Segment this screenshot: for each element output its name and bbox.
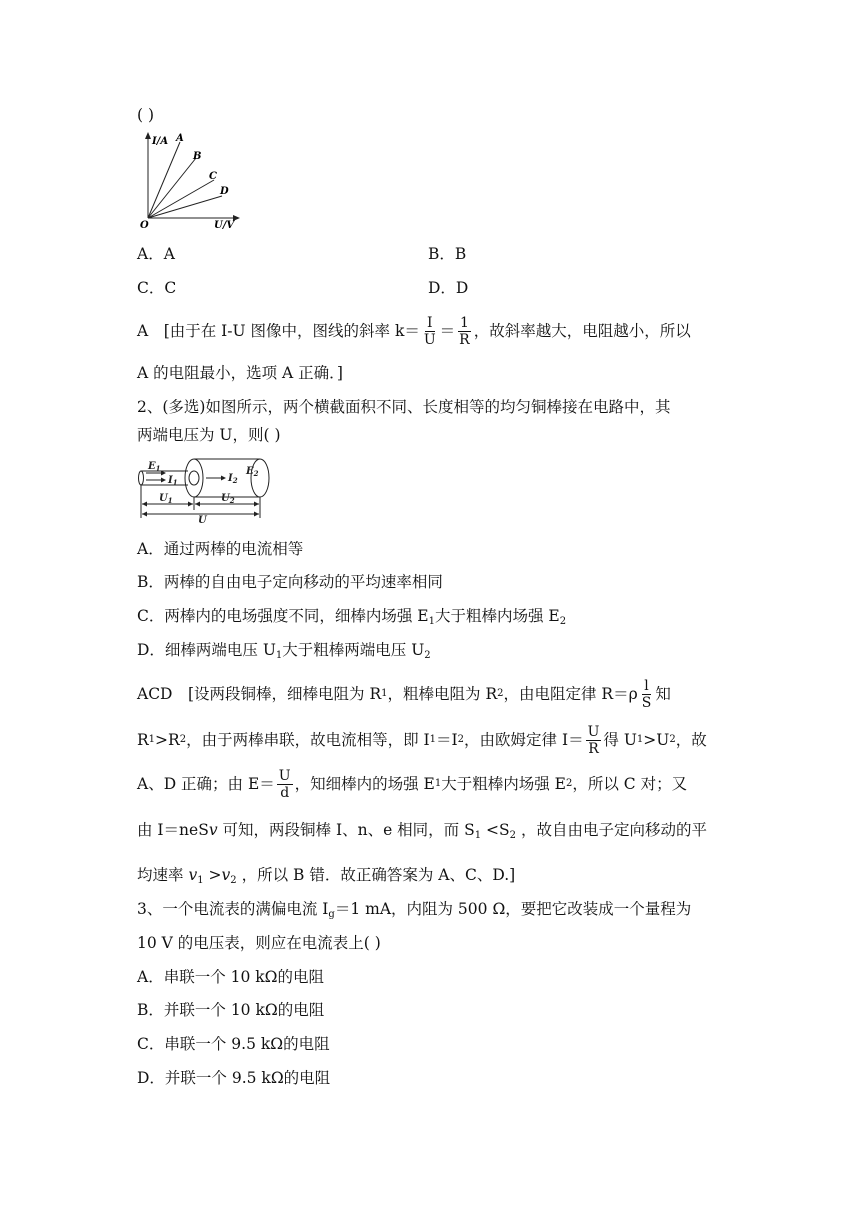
q2-solution-line5: 均速率 $v_1 >v_2$ ，所以 B 错．故正确答案为 A、C、D.] bbox=[137, 866, 516, 886]
q1-iu-graph bbox=[136, 128, 246, 232]
fraction-u-over-r: $\frac{U}{R}$ bbox=[587, 723, 600, 757]
svg-text:I1: $I_1$ bbox=[168, 475, 178, 487]
q1-option-b: B．B bbox=[428, 245, 467, 263]
line-label-b: B bbox=[193, 151, 202, 162]
q3-option-c: C．串联一个 9.5 kΩ的电阻 bbox=[137, 1035, 330, 1053]
fraction-i-over-u: $\frac{I}{U}$ bbox=[423, 314, 436, 348]
q2-stem-line1: 2、(多选)如图所示，两个横截面积不同、长度相等的均匀铜棒接在电路中，其 bbox=[137, 398, 671, 416]
thick-rod bbox=[194, 459, 260, 497]
q2-option-c: C．两棒内的电场强度不同，细棒内场强 $E_1$大于粗棒内场强 $E_2$ bbox=[137, 607, 567, 627]
fraction-u-over-d: $\frac{U}{d}$ bbox=[278, 767, 291, 801]
svg-text:E1: $E_1$ bbox=[148, 461, 161, 473]
q2-solution-line1: ACD [设两段铜棒，细棒电阻为 R 1 ，粗棒电阻为 R 2 ，由电阻定律 R＝ρ $\frac{l}{S}$ 知 bbox=[137, 677, 671, 711]
q3-option-a: A．串联一个 10 kΩ的电阻 bbox=[137, 968, 325, 986]
svg-text:U1: $U_1$ bbox=[159, 493, 173, 505]
svg-text:U2: $U_2$ bbox=[221, 493, 235, 505]
q3-option-b: B．并联一个 10 kΩ的电阻 bbox=[137, 1001, 325, 1019]
q3-stem-line2: 10 V 的电压表，则应在电流表上( ) bbox=[137, 934, 381, 952]
svg-text:U: U bbox=[198, 515, 207, 526]
q2-option-b: B．两棒的自由电子定向移动的平均速率相同 bbox=[137, 573, 443, 591]
q1-option-d: D．D bbox=[428, 279, 469, 297]
q3-option-d: D．并联一个 9.5 kΩ的电阻 bbox=[137, 1069, 331, 1087]
q1-answer-paren: ( ) bbox=[137, 106, 155, 124]
svg-text:E2: $E_2$ bbox=[246, 466, 259, 478]
q1-option-c: C．C bbox=[137, 279, 177, 297]
origin-label: O bbox=[140, 220, 149, 231]
q1-solution-line2: A 的电阻最小，选项 A 正确．] bbox=[137, 364, 343, 382]
line-label-c: C bbox=[209, 171, 217, 182]
q3-stem-line1: 3、一个电流表的满偏电流 $I_g=1$ mA，内阻为 500 Ω，要把它改装成一个量程为 bbox=[137, 900, 692, 920]
q2-option-a: A．通过两棒的电流相等 bbox=[137, 540, 304, 558]
q1-option-a: A．A bbox=[137, 245, 175, 263]
line-label-d: D bbox=[220, 186, 229, 197]
q2-solution-line3: A、D 正确；由 E＝ $\frac{U}{d}$ ，知细棒内的场强 E 1 大于粗棒内场强 E 2 ，所以 C 对；又 bbox=[137, 767, 688, 801]
x-axis-label: U/V bbox=[214, 220, 235, 231]
line-b bbox=[148, 158, 196, 218]
line-d bbox=[148, 196, 222, 218]
fraction-1-over-r: $\frac{1}{R}$ bbox=[459, 314, 470, 348]
q2-solution-line4: 由 I＝neSv 可知，两段铜棒 I、n、e 相同，而 $S_1 <S_2$ ，故自由电子定向移动的平 bbox=[137, 821, 707, 841]
q1-solution-line1: A [由于在 I-U 图像中，图线的斜率 k＝ $\frac{I}{U}$ ＝ $\frac{1}{R}$ ，故斜率越大，电阻越小，所以 bbox=[137, 314, 691, 348]
q2-stem-line2: 两端电压为 U，则( ) bbox=[137, 426, 281, 444]
q2-option-d: D．细棒两端电压 $U_1$大于粗棒两端电压 $U_2$ bbox=[137, 641, 431, 661]
line-c bbox=[148, 180, 214, 218]
line-label-a: A bbox=[176, 133, 184, 144]
fraction-l-over-s: $\frac{l}{S}$ bbox=[641, 677, 652, 711]
y-axis-arrow bbox=[145, 132, 151, 139]
y-axis-label: I/A bbox=[152, 136, 169, 147]
line-a bbox=[148, 142, 180, 218]
svg-text:I2: $I_2$ bbox=[228, 473, 238, 485]
q2-copper-rods-figure bbox=[136, 454, 276, 526]
q2-solution-line2: R 1 >R 2 ，由于两棒串联，故电流相等，即 I 1 ＝I 2 ，由欧姆定律 I＝ $\frac{U}{R}$ 得 U 1 >U 2 ，故 bbox=[137, 723, 707, 757]
